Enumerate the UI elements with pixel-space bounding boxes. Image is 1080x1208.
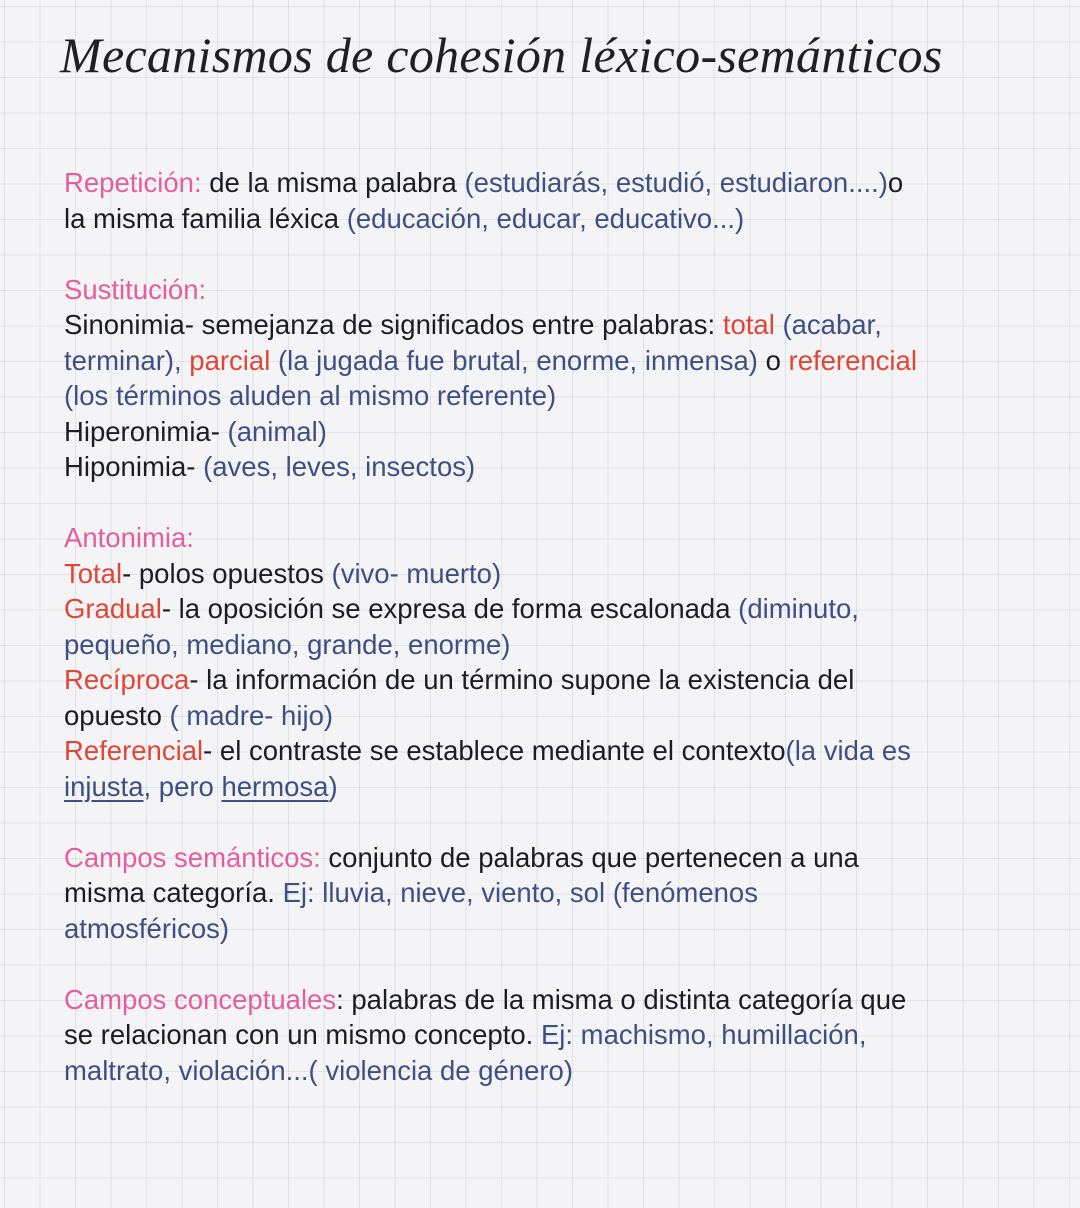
campos-semanticos-example-2: atmosféricos)	[64, 912, 230, 944]
repeticion-line-1	[64, 165, 1024, 201]
campos-semanticos-line-1	[64, 840, 1024, 876]
hiponimia-example: (aves, leves, insectos)	[203, 451, 476, 482]
sinonimia-definition: - semejanza de significados entre palabras:	[184, 309, 723, 340]
campos-conceptuales-ej: Ej:	[540, 1019, 581, 1050]
hiperonimia-dash: -	[210, 415, 228, 447]
antonimia-reciproca-definition-2: opuesto	[64, 699, 170, 731]
sinonimia-parcial-example: (la jugada fue brutal, enorme, inmensa)	[270, 344, 758, 376]
antonimia-total-term: Total	[64, 557, 123, 589]
repeticion-text-3: la misma familia léxica	[64, 202, 347, 234]
underlined-word-injusta: injusta	[64, 770, 144, 802]
repeticion-label: Repetición:	[64, 167, 202, 198]
campos-semanticos-definition-2: misma categoría.	[64, 877, 283, 908]
campos-semanticos-example-1: lluvia, nieve, viento, sol (fenómenos	[322, 877, 758, 908]
section-antonimia	[64, 520, 1024, 804]
section-campos-conceptuales	[64, 982, 1024, 1089]
antonimia-total-definition: - polos opuestos	[122, 557, 332, 589]
campos-conceptuales-definition-1: palabras de la misma o distinta categoría que	[343, 983, 907, 1015]
antonimia-reciproca-line-1	[64, 662, 1024, 698]
hiperonimia-term: Hiperonimia	[64, 415, 211, 447]
hiperonimia-example: (animal)	[227, 415, 327, 447]
sinonimia-total: total	[722, 309, 775, 340]
sinonimia-total-example-2: terminar),	[64, 344, 190, 376]
antonimia-referencial-definition: - el contraste se establece mediante el contexto	[203, 735, 786, 766]
sinonimia-referencial-example: (los términos aluden al mismo referente)	[64, 380, 557, 411]
sinonimia-total-example: (acabar,	[774, 309, 882, 340]
repeticion-example-2: (educación, educar, educativo...)	[346, 202, 745, 234]
antonimia-referencial-close: )	[328, 770, 338, 802]
sustitucion-label: Sustitución:	[64, 273, 207, 305]
campos-semanticos-line-2	[64, 875, 1024, 911]
repeticion-line-2	[64, 201, 1024, 237]
section-repeticion	[64, 165, 1024, 236]
campos-semanticos-definition-1: conjunto de palabras que pertenecen a una	[320, 841, 859, 873]
antonimia-reciproca-example: ( madre- hijo)	[169, 699, 334, 731]
antonimia-reciproca-line-2	[64, 698, 1024, 734]
sinonimia-line-1	[64, 307, 1024, 343]
underlined-word-hermosa: hermosa	[221, 770, 329, 802]
campos-semanticos-label: Campos semánticos:	[64, 841, 321, 873]
antonimia-referencial-pero: , pero	[143, 770, 222, 802]
campos-conceptuales-line-2	[64, 1017, 1024, 1053]
sinonimia-line-2	[64, 343, 1024, 379]
antonimia-referencial-line-1	[64, 733, 1024, 769]
campos-conceptuales-line-1	[64, 982, 1024, 1018]
antonimia-gradual-term: Gradual	[64, 593, 162, 624]
campos-conceptuales-example-2: maltrato, violación...( violencia de género)	[64, 1054, 574, 1086]
sinonimia-o: o	[757, 344, 789, 376]
antonimia-gradual-line-1	[64, 591, 1024, 627]
antonimia-referencial-line-2	[64, 769, 1024, 805]
hiponimia-dash: -	[186, 451, 204, 482]
antonimia-reciproca-definition: - la información de un término supone la existencia del	[189, 664, 855, 695]
campos-conceptuales-definition-2: se relacionan con un mismo concepto.	[64, 1019, 541, 1050]
campos-conceptuales-example-1: machismo, humillación,	[580, 1019, 867, 1050]
antonimia-total-example: (vivo- muerto)	[331, 557, 502, 589]
antonimia-referencial-term: Referencial	[64, 735, 204, 766]
campos-semanticos-ej: Ej:	[282, 877, 323, 908]
notes-content	[64, 165, 1024, 1124]
hiponimia-line	[64, 449, 1024, 485]
antonimia-referencial-example-1: (la vida es	[785, 735, 911, 766]
campos-conceptuales-colon: :	[336, 983, 344, 1015]
sinonimia-term: Sinonimia	[64, 309, 185, 340]
antonimia-total-line	[64, 556, 1024, 592]
antonimia-gradual-example-1: (diminuto,	[738, 593, 859, 624]
antonimia-reciproca-term: Recíproca	[64, 664, 190, 695]
antonimia-label: Antonimia:	[64, 522, 194, 553]
sinonimia-parcial: parcial	[189, 344, 271, 376]
sinonimia-referencial: referencial	[788, 344, 917, 376]
repeticion-text-2: o	[887, 167, 904, 198]
hiperonimia-line	[64, 414, 1024, 450]
section-sustitucion	[64, 272, 1024, 485]
antonimia-gradual-example-2: pequeño, mediano, grande, enorme)	[64, 628, 511, 660]
antonimia-gradual-definition: - la oposición se expresa de forma escalonada	[161, 593, 739, 624]
page-title: Mecanismos de cohesión léxico-semánticos	[60, 27, 943, 83]
campos-conceptuales-label: Campos conceptuales	[64, 983, 337, 1015]
section-campos-semanticos	[64, 840, 1024, 947]
hiponimia-term: Hiponimia	[64, 451, 187, 482]
repeticion-text-1: de la misma palabra	[201, 167, 465, 198]
repeticion-example-1: (estudiarás, estudió, estudiaron....)	[464, 167, 888, 198]
